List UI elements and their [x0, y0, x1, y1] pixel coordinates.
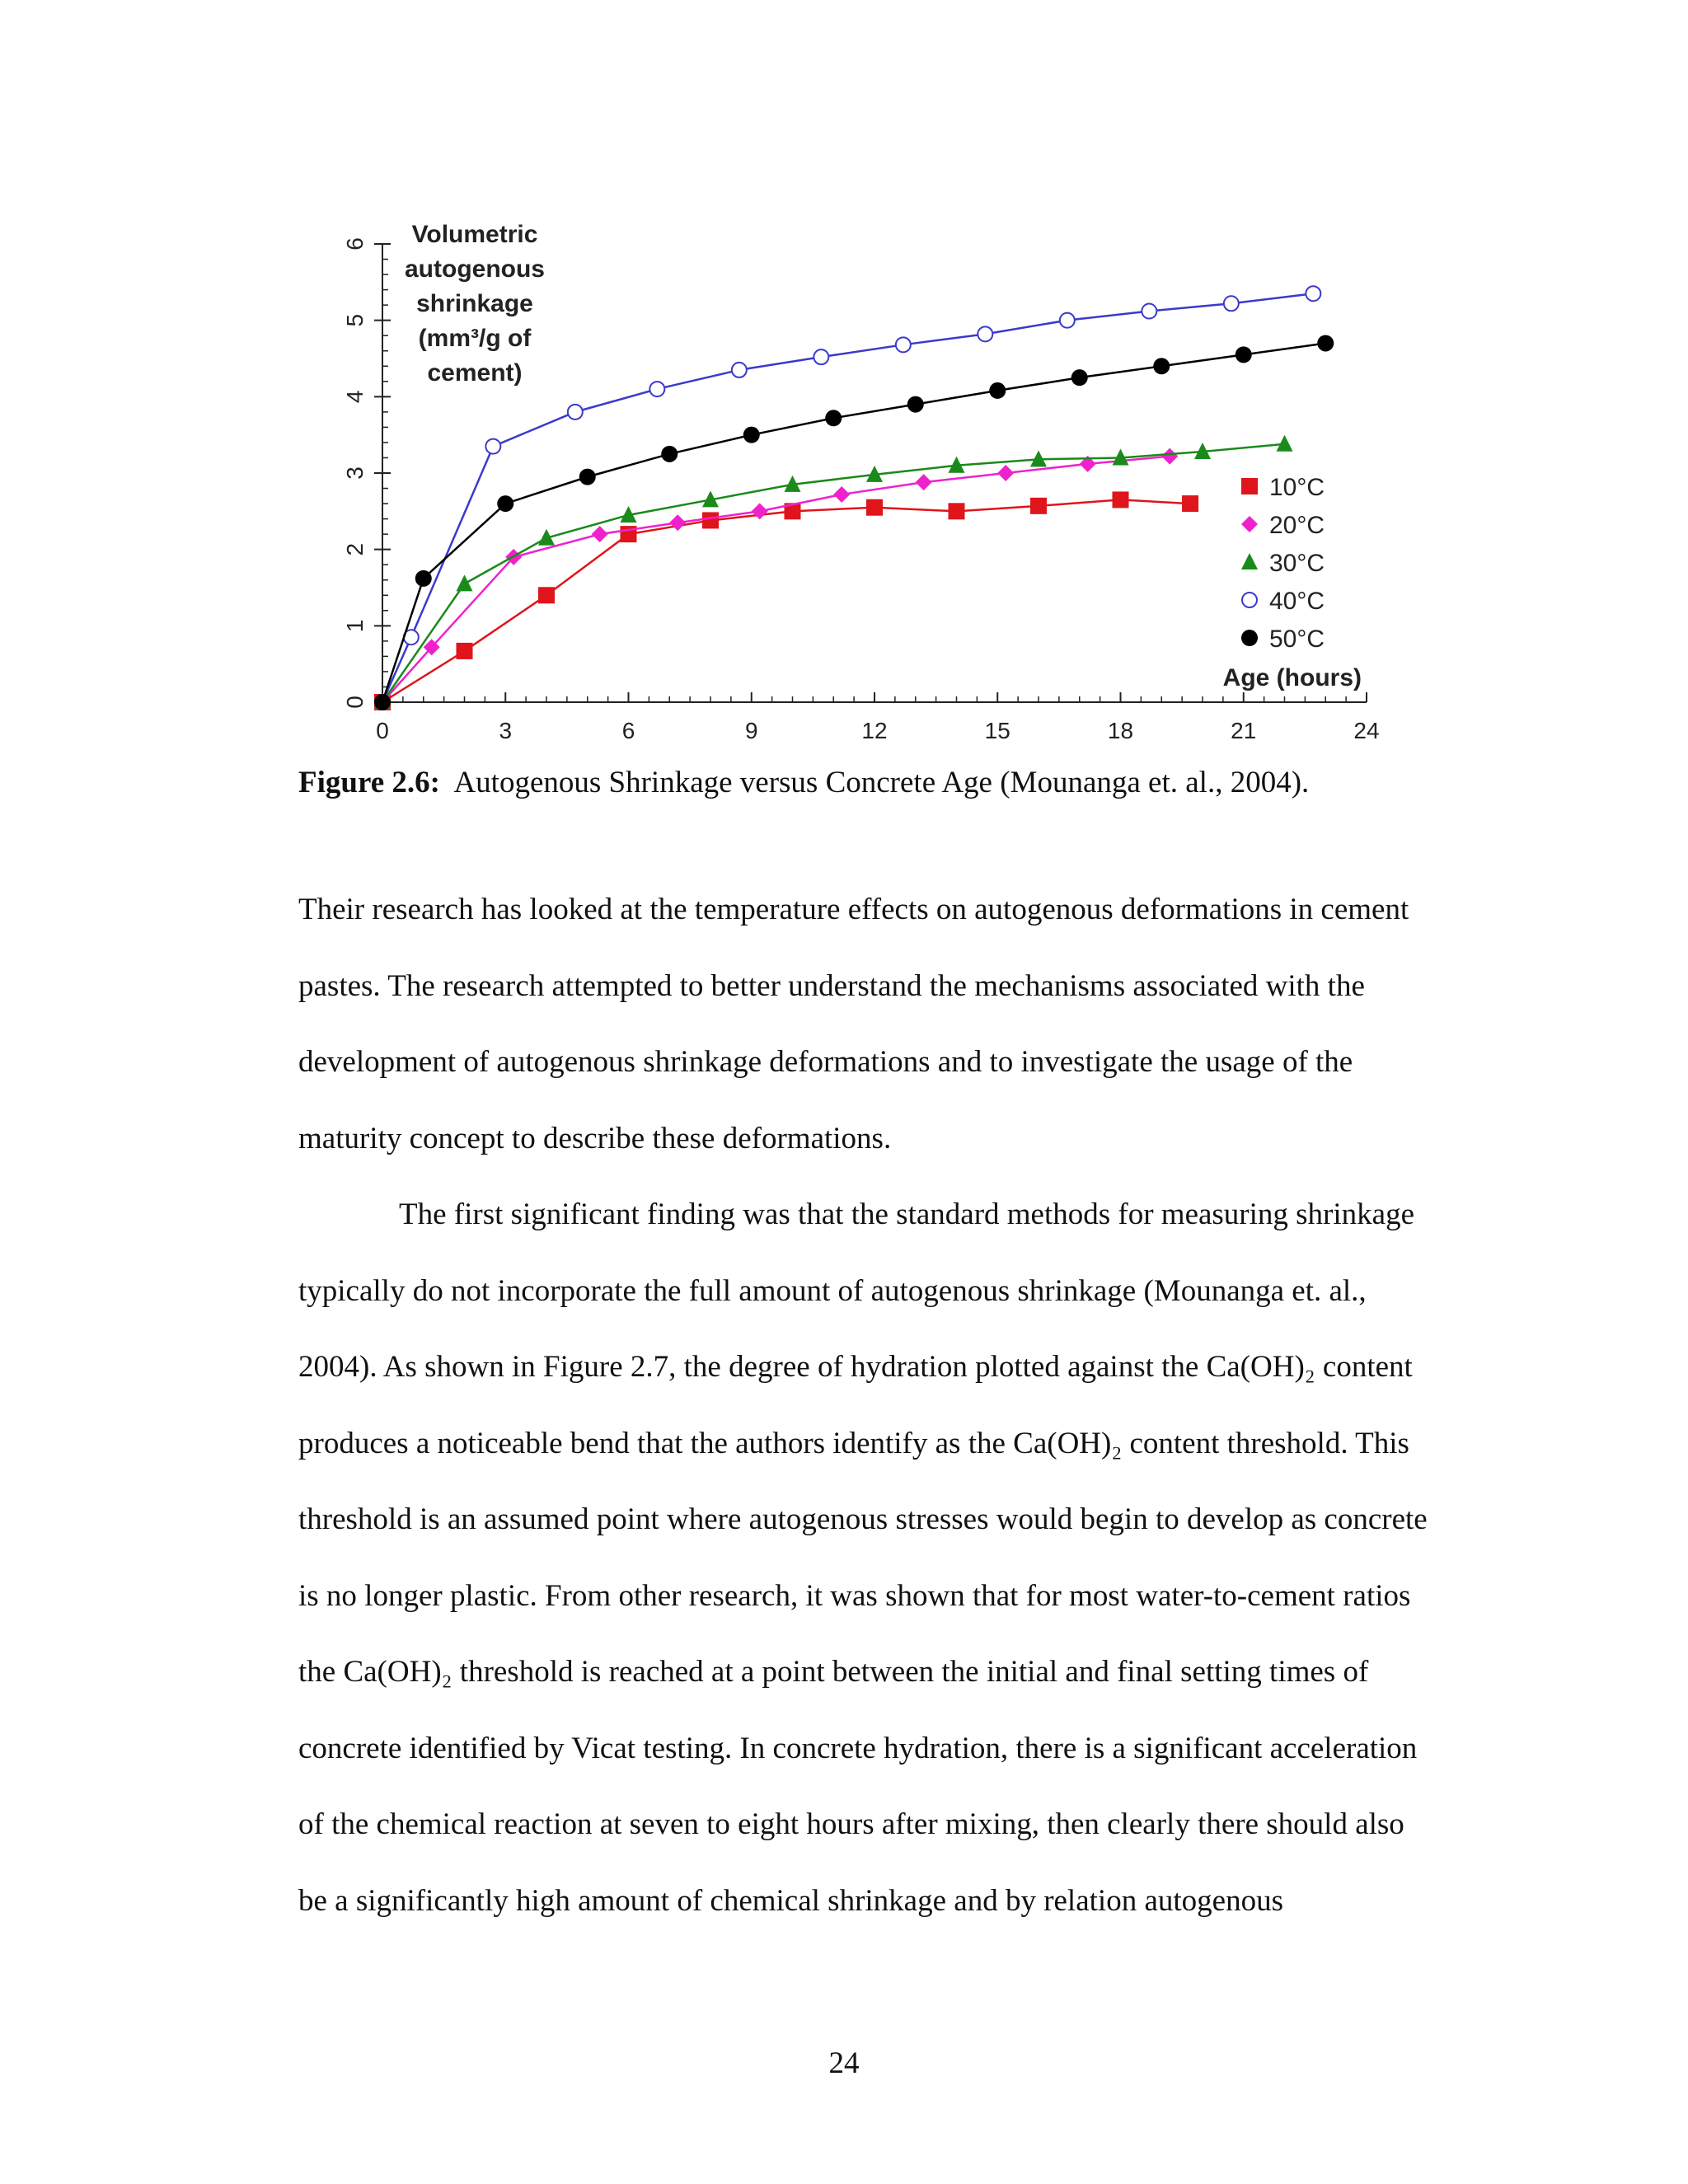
data-point-3-5 — [732, 363, 747, 377]
data-point-3-7 — [896, 337, 911, 352]
y-tick-label: 5 — [342, 313, 368, 327]
chart-legend — [1241, 474, 1325, 653]
chart-labels — [342, 221, 1380, 743]
data-point-4-4 — [661, 446, 678, 462]
data-point-4-12 — [1317, 335, 1334, 351]
data-point-0-4 — [702, 512, 719, 528]
data-point-3-9 — [1060, 313, 1075, 328]
data-point-0-2 — [538, 587, 555, 603]
data-point-3-12 — [1306, 286, 1320, 301]
y-axis-label-line: shrinkage — [416, 290, 533, 317]
x-tick-label: 0 — [376, 718, 389, 743]
data-point-4-0 — [374, 694, 391, 710]
legend-label: 20°C — [1269, 512, 1325, 539]
page-number: 24 — [828, 2046, 860, 2080]
legend-label: 30°C — [1269, 550, 1325, 577]
data-point-3-3 — [568, 405, 583, 419]
series-line-4 — [382, 343, 1325, 702]
shrinkage-chart — [321, 214, 1393, 758]
data-point-1-5 — [752, 503, 768, 519]
x-tick-label: 9 — [744, 718, 758, 743]
y-tick-label: 6 — [342, 237, 368, 251]
data-point-4-3 — [579, 469, 596, 485]
y-tick-label: 2 — [342, 542, 368, 556]
data-point-4-11 — [1236, 346, 1252, 363]
data-point-0-1 — [457, 643, 473, 659]
figure-caption — [298, 765, 1436, 800]
data-point-4-9 — [1071, 369, 1088, 386]
body-text — [298, 872, 1436, 1939]
y-axis-label-line: Volumetric — [411, 221, 538, 248]
legend-marker — [1241, 630, 1258, 646]
data-point-4-8 — [989, 382, 1006, 399]
x-tick-label: 3 — [499, 718, 513, 743]
data-point-0-8 — [1030, 498, 1047, 514]
data-point-1-3 — [592, 526, 608, 542]
y-axis-label-line: cement) — [427, 359, 523, 387]
data-point-0-7 — [949, 503, 965, 519]
data-point-1-10 — [1161, 448, 1178, 465]
data-point-1-6 — [833, 486, 850, 503]
x-tick-label: 12 — [861, 718, 888, 743]
data-point-4-10 — [1153, 358, 1170, 374]
paragraph-1: Their research has looked at the temperature effects on autogenous deformations in cement pastes. The research attempted to better understand the mechanisms associated with the development of autogenous shrinkage deformations and to investigate the usage of the maturity concept to describe these deformations. — [298, 893, 1409, 1155]
y-axis-label-line: autogenous — [405, 255, 545, 283]
y-tick-label: 4 — [342, 390, 368, 404]
data-point-3-11 — [1224, 296, 1239, 311]
y-tick-label: 1 — [342, 619, 368, 633]
data-point-4-6 — [825, 410, 842, 426]
data-point-4-5 — [743, 427, 760, 443]
y-tick-label: 3 — [342, 466, 368, 480]
figure-caption-label: Figure 2.6: — [298, 766, 440, 799]
data-point-1-4 — [669, 514, 686, 531]
data-point-1-8 — [997, 465, 1014, 481]
series-line-0 — [382, 499, 1190, 702]
legend-label: 10°C — [1269, 474, 1325, 501]
data-point-1-7 — [916, 474, 932, 490]
legend-marker — [1241, 553, 1258, 569]
x-tick-label: 18 — [1107, 718, 1134, 743]
legend-marker — [1242, 593, 1257, 607]
x-tick-label: 15 — [984, 718, 1010, 743]
data-point-0-9 — [1113, 491, 1129, 508]
legend-marker — [1241, 478, 1258, 494]
legend-label: 50°C — [1269, 626, 1325, 653]
data-point-4-2 — [497, 495, 513, 512]
paragraph-2: The first significant finding was that the standard methods for measuring shrinkage typically do not incorporate the full amount of autogenous shrinkage (Mounanga et. al., 2004). As shown in Figure 2.7, the degree of hydration plotted against the Ca(OH)₂ content produces a noticeable bend that the authors identify as the Ca(OH)₂ content threshold. This threshold is an assumed point where autogenous stresses would begin to develop as concrete is no longer plastic. From other research, it was shown that for most water-to-cement ratios the Ca(OH)₂ threshold is reached at a point between the initial and final setting times of concrete identified by Vicat testing. In concrete hydration, there is a significant acceleration of the chemical reaction at seven to eight hours after mixing, then clearly there should also be a significantly high amount of chemical shrinkage and by relation autogenous — [298, 1197, 1428, 1918]
data-point-2-11 — [1277, 435, 1293, 452]
data-point-0-6 — [866, 499, 883, 516]
data-point-3-6 — [814, 349, 828, 364]
y-axis-label-line: (mm³/g of — [418, 325, 532, 352]
data-point-3-10 — [1142, 304, 1156, 319]
y-tick-label: 0 — [342, 696, 368, 709]
data-point-3-2 — [485, 439, 500, 454]
series-line-2 — [382, 444, 1285, 702]
x-tick-label: 6 — [621, 718, 635, 743]
data-point-4-1 — [415, 570, 432, 587]
legend-label: 40°C — [1269, 588, 1325, 615]
data-point-0-10 — [1182, 495, 1198, 512]
data-point-3-4 — [649, 382, 664, 396]
x-tick-label: 21 — [1231, 718, 1257, 743]
data-point-2-1 — [457, 574, 473, 591]
legend-marker — [1241, 516, 1258, 532]
figure-caption-text: Autogenous Shrinkage versus Concrete Age (Mounanga et. al., 2004). — [453, 766, 1310, 799]
data-point-3-8 — [978, 326, 992, 341]
x-tick-label: 24 — [1353, 718, 1380, 743]
x-axis-label: Age (hours) — [1222, 664, 1362, 691]
series-line-1 — [382, 457, 1170, 702]
data-point-4-7 — [907, 396, 924, 413]
